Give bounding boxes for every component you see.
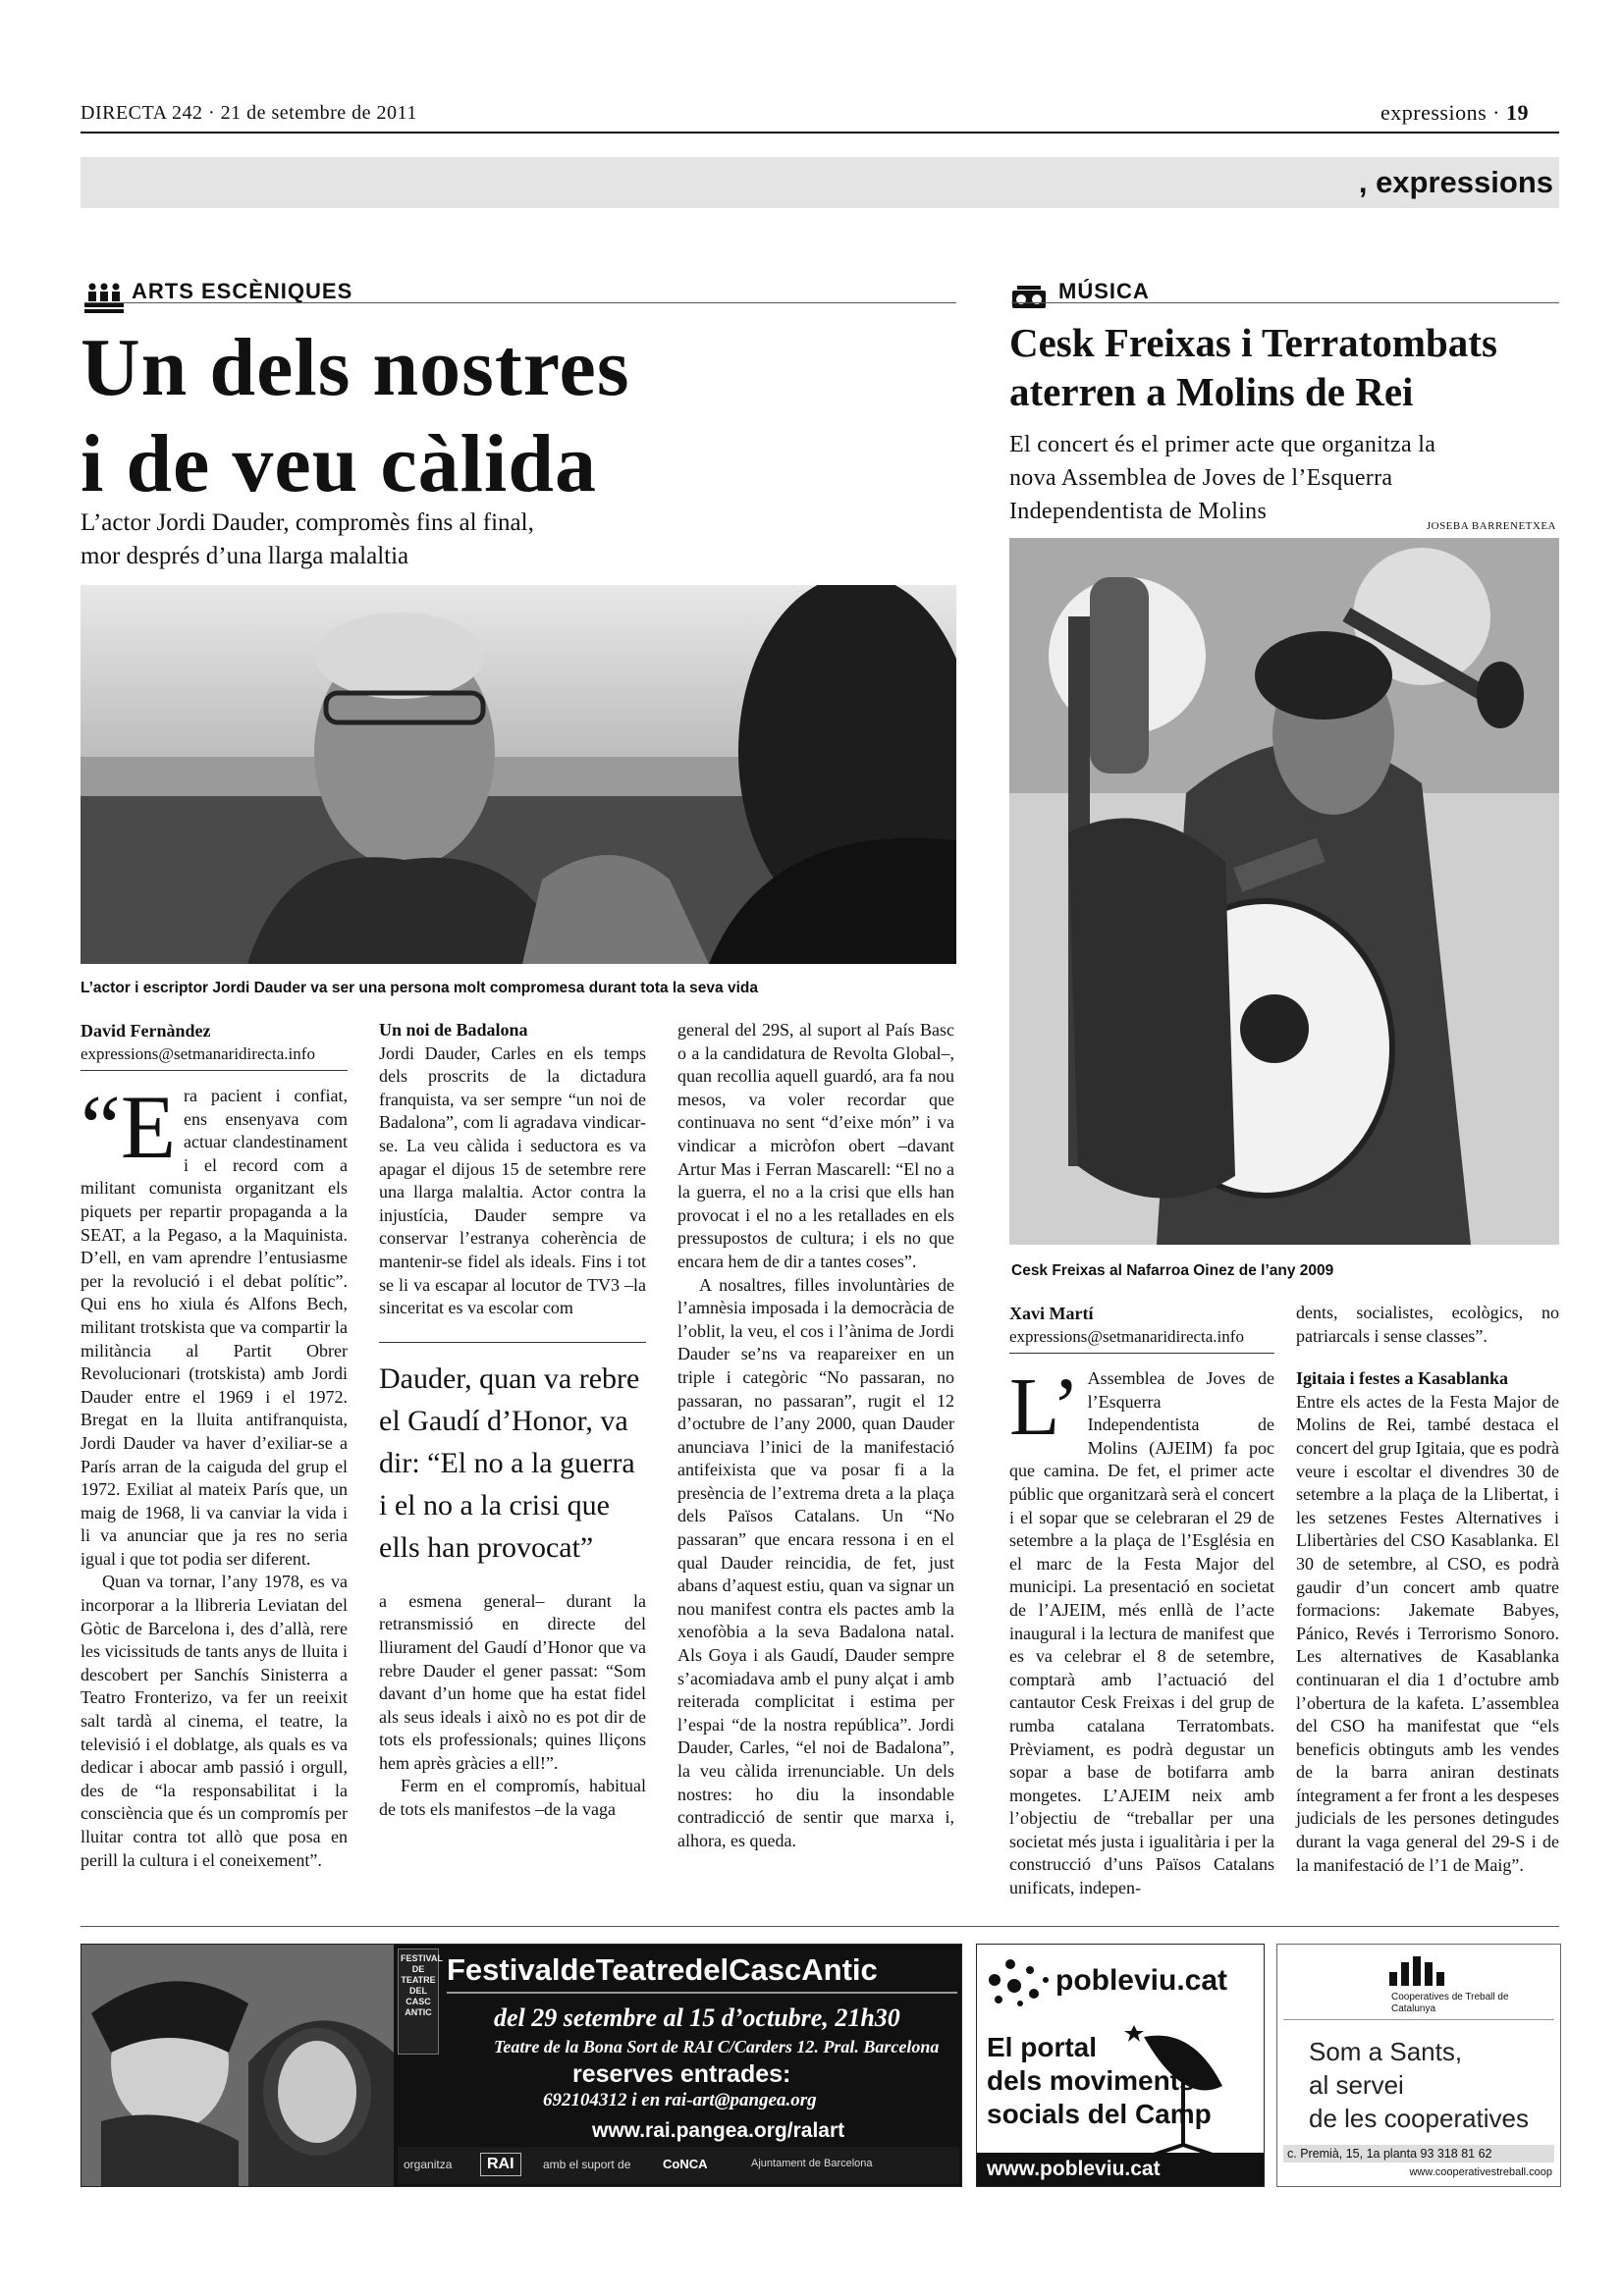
left-dropcap bbox=[81, 1077, 177, 1177]
left-dropcap-quote: “ bbox=[81, 1077, 121, 1177]
festival-side-label bbox=[398, 1949, 443, 2055]
right-col-2 bbox=[1296, 1302, 1559, 1877]
left-subhead: L’actor Jordi Dauder, compromès fins al final, mor després d’una llarga malaltia bbox=[81, 509, 534, 569]
left-col-3 bbox=[677, 1019, 954, 1852]
festival-title: FestivaldeTeatredelCascAntic bbox=[447, 1952, 878, 1987]
left-author: David Fernàndez bbox=[81, 1021, 211, 1041]
left-author-email[interactable]: expressions@setmanaridirecta.info bbox=[81, 1042, 348, 1071]
pullquote-rule bbox=[379, 1342, 646, 1344]
right-section-rule bbox=[1011, 302, 1559, 303]
pullquote: Dauder, quan va rebre el Gaudí d’Honor, va dir: “El no a la guerra i el no a la crisi que ells han provocat” bbox=[379, 1362, 640, 1564]
festival-side-label-text: FESTIVAL DE TEATRE DEL CASC ANTIC bbox=[401, 1953, 443, 2017]
theatre-festival-ad[interactable] bbox=[81, 1944, 962, 2187]
left-dropcap-letter: E bbox=[120, 1077, 177, 1177]
ads-top-rule bbox=[81, 1926, 1559, 1927]
cooperatives-address: c. Premià, 15, 1a planta 93 318 81 62 bbox=[1283, 2145, 1554, 2163]
ad-performers-image bbox=[81, 1945, 394, 2186]
section-banner-title: , expressions bbox=[1358, 165, 1553, 199]
cooperatives-message: Som a Sants, al servei de les cooperatives bbox=[1309, 2037, 1530, 2133]
left-col3-p1: general del 29S, al suport al País Basc o a la candidatura de Revolta Global–, quan recollia aquell guardó, ara fa nou mesos, va voler recordar que continuava no sent “d’eixe món” i va vindicar a micròfon obert –davant Artur Mas i Ferran Mascarell: “El no a la guerra, el no a la crisi que ells han provocat i el no a les retallades en els pressupostos de cultura; i els no que encara hem de dir a tantes coses”. bbox=[677, 1020, 954, 1271]
pobleviu-name: pobleviu.cat bbox=[1055, 1964, 1228, 1997]
left-col3-p2: A nosaltres, filles involuntàries de l’amnèsia imposada i la democràcia de l’oblit, la veu, el cos i l’ànima de Jordi Dauder se’ns va reapareixer en un triple i categòric “No passaran, no passaran, no passaran”, rugit el 12 d’octubre de l’any 2000, quan Dauder anunciava l’inici de la manifestació antifeixista que va posar fi a la presència de l’extrema dreta a la plaça dels Països Catalans. Un “No passaran” que encara ressona i en el qual Dauder reincidia, de fet, just abans d’aquest estiu, quan va signar un nou manifest contra els pactes amb la xenofòbia a la seva Badalona natal. Als Goya i als Gaudí, Dauder sempre s’acomiadava amb el puny alçat i amb reiterada complicitat i estima per l’espai “de la nostra república”. Jordi Dauder, Carles, “el noi de Badalona”, la veu càlida irrenunciable. Un dels nostres: ho diu la insondable contradicció de sentir que marxa i, alhora, es queda. bbox=[677, 1274, 954, 1850]
page-number: 19 bbox=[1506, 100, 1529, 125]
right-dropcap: L’ bbox=[1009, 1362, 1080, 1453]
section-page-label bbox=[1380, 100, 1529, 126]
cesk-freixas-photo bbox=[1009, 538, 1559, 1245]
section-label: expressions · bbox=[1380, 100, 1500, 125]
left-headline: Un dels nostres i de veu càlida bbox=[81, 322, 630, 509]
left-p1: ra pacient i confiat, ens ensenyava com actuar clandestinament i el record com a militant comunista organitzant els piquets per repartir propaganda a la SEAT, a la Pegaso, a la Maquinista. D’ell, en vam aprendre l’entusiasme per la revolució i el debat polític”. Qui ens ho xiula és Alfons Bech, militant trotskista que va compartir la militància al Partit Obrer Revolucionari (trotskista) amb Jordi Dauder entre el 1969 i el 1972. Bregat en la lluita antifranquista, Jordi Dauder va haver d’exiliar-se a París arran de la caiguda del grup el 1972. Exiliat al mateix París que, un maig de 1968, li va canviar la vida i li va anunciar que ja res no seria igual i que tot podia ser diferent. bbox=[81, 1086, 348, 1569]
festival-dates: del 29 setembre al 15 d’octubre, 21h30 bbox=[494, 2003, 900, 2032]
festival-title-rule bbox=[447, 1992, 957, 1994]
left-col2-p2: a esmena general– durant la retransmissió en directe del lliurament del Gaudí d’Honor que va rebre Dauder el gener passat: “Som davant d’un home que ha estat fidel als seus ideals i això no es pot dir de tots els professionals; quines lliçons hem après gràcies a ell!”. bbox=[379, 1590, 646, 1773]
theater-audience-icon bbox=[84, 281, 124, 314]
left-lead-paragraph bbox=[81, 1077, 348, 1571]
header-rule bbox=[81, 132, 1559, 133]
rai-logo: RAI bbox=[480, 2153, 521, 2176]
right-subhead: El concert és el primer acte que organitza la nova Assemblea de Joves de l’Esquerra Independentista de Molins bbox=[1009, 432, 1436, 524]
left-col2-subhead: Un noi de Badalona bbox=[379, 1020, 528, 1040]
festival-organitza: organitza bbox=[404, 2158, 453, 2171]
festival-suport: amb el suport de bbox=[543, 2158, 631, 2171]
festival-sponsor-bar bbox=[398, 2147, 959, 2184]
festival-phone[interactable]: 692104312 i en rai-art@pangea.org bbox=[543, 2090, 817, 2110]
right-lead-paragraph bbox=[1009, 1362, 1274, 1900]
ajuntament-logo: Ajuntament de Barcelona bbox=[751, 2158, 873, 2169]
pobleviu-tagline: El portal dels moviments socials del Camp bbox=[987, 2032, 1212, 2129]
left-section-tag: ARTS ESCÈNIQUES bbox=[132, 279, 353, 303]
left-photo-caption: L’actor i escriptor Jordi Dauder va ser una persona molt compromesa durant tota la seva vida bbox=[81, 980, 758, 996]
section-banner bbox=[81, 157, 1559, 208]
left-col-1 bbox=[81, 1019, 348, 1872]
left-col2-p1: Jordi Dauder, Carles en els temps dels proscrits de la dictadura franquista, va ser sempre “un noi de Badalona”, com li agradava vindicar-se. La veu càlida i seductora es va apagar el dijous 15 de setembre rere una llarga malaltia. Actor contra la injustícia, Dauder sempre va conservar l’estranya coherència de mantenir-se fidel als ideals. Fins i tot se li va escapar al locutor de TV3 –la sinceritat es va escolar com bbox=[379, 1042, 646, 1318]
pobleviu-url[interactable]: www.pobleviu.cat bbox=[977, 2153, 1264, 2186]
right-col-1 bbox=[1009, 1302, 1274, 1900]
festival-reserves-label: reserves entrades: bbox=[572, 2060, 791, 2088]
right-photo-credit: JOSEBA BARRENETXEA bbox=[1426, 520, 1556, 532]
right-col2-p1: dents, socialistes, ecològics, no patriarcals i sense classes”. bbox=[1296, 1303, 1559, 1346]
music-radio-icon bbox=[1011, 285, 1047, 310]
cooperatives-logo-icon bbox=[1385, 1952, 1454, 1988]
festival-venue: Teatre de la Bona Sort de RAI C/Carders 12. Pral. Barcelona bbox=[494, 2037, 940, 2056]
cooperatives-org: Cooperatives de Treball de Catalunya bbox=[1391, 1992, 1509, 2014]
dots-logo-icon bbox=[985, 1950, 1054, 2009]
left-section-rule bbox=[84, 302, 956, 303]
right-author-email[interactable]: expressions@setmanaridirecta.info bbox=[1009, 1325, 1274, 1354]
festival-url[interactable]: www.rai.pangea.org/ralart bbox=[592, 2119, 845, 2142]
cooperatives-rule bbox=[1283, 2019, 1554, 2020]
right-p1: Assemblea de Joves de l’Esquerra Independentista de Molins (AJEIM) fa poc que camina. De fet, el primer acte públic que organitzarà serà el concert i el sopar que se celebraran el 29 de setembre a la plaça de l’Església en el marc de la Festa Major del municipi. La presentació en societat de l’AJEIM, més enllà de l’acte inaugural i la lectura de manifest que es va celebrar el 8 de setembre, comptarà amb l’actuació del cantautor Cesk Freixas i del grup de rumba catalana Terratombats. Prèviament, es podrà degustar un sopar a base de botifarra amb mongetes. L’AJEIM neix amb l’objectiu de “treballar per una societat més justa i igualitària i per la construcció d’uns Països Catalans unificats, indepen- bbox=[1009, 1368, 1274, 1898]
left-col-2 bbox=[379, 1019, 646, 1822]
cooperatives-ad[interactable] bbox=[1276, 1944, 1561, 2187]
issue-date: DIRECTA 242 · 21 de setembre de 2011 bbox=[81, 102, 417, 124]
left-p2: Quan va tornar, l’any 1978, es va incorporar a la llibreria Leviatan del Gòtic de Barcelona i, des d’allà, rere les vicissituds de tants anys de lluita i descobert per Sanchís Sinisterra a Teatro Fronterizo, va fer un reeixit salt tardà al cinema, el teatre, la televisió i el doblatge, als quals es va dedicar i abocar amb passió i orgull, des de “la responsabilitat i la consciència que és un compromís per lluitar contra tot allò que posa en perill la cultura i el coneixement”. bbox=[81, 1572, 348, 1870]
cooperatives-url[interactable]: www.cooperativestreball.coop bbox=[1409, 2166, 1552, 2178]
right-col2-p2: Entre els actes de la Festa Major de Molins de Rei, també destaca el concert del grup Igitaia, que es podrà veure i escoltar el divendres 30 de setembre a la plaça de la Llibertat, i les setzenes Festes Alternatives i Llibertàries del CSO Kasablanka. El 30 de setembre, al CSO, es podrà gaudir d’un concert amb quatre formacions: Jakemate Babyes, Pánico, Revés i Terrorismo Sonoro. Les alternatives de Kasablanka continuaran el dia 1 d’octubre amb l’obertura de la kafeta. L’assemblea del CSO ha manifestat que “els beneficis obtinguts amb les vendes de la barra aniran destinats íntegrament a fer front a les despeses judicials de les persones detingudes durant la vaga general del 29-S i de la manifestació de l’1 de Maig”. bbox=[1296, 1391, 1559, 1875]
right-headline: Cesk Freixas i Terratombats aterren a Molins de Rei bbox=[1009, 320, 1497, 414]
pobleviu-ad[interactable] bbox=[976, 1944, 1265, 2187]
right-col2-subhead: Igitaia i festes a Kasablanka bbox=[1296, 1368, 1509, 1389]
right-author: Xavi Martí bbox=[1009, 1304, 1094, 1323]
jordi-dauder-photo bbox=[81, 585, 956, 964]
right-photo-caption: Cesk Freixas al Nafarroa Oinez de l’any 2009 bbox=[1011, 1262, 1334, 1279]
left-col2-p3: Ferm en el compromís, habitual de tots els manifestos –de la vaga bbox=[379, 1776, 646, 1820]
right-section-tag: MÚSICA bbox=[1058, 279, 1150, 303]
conca-logo: CoNCA bbox=[663, 2157, 708, 2171]
